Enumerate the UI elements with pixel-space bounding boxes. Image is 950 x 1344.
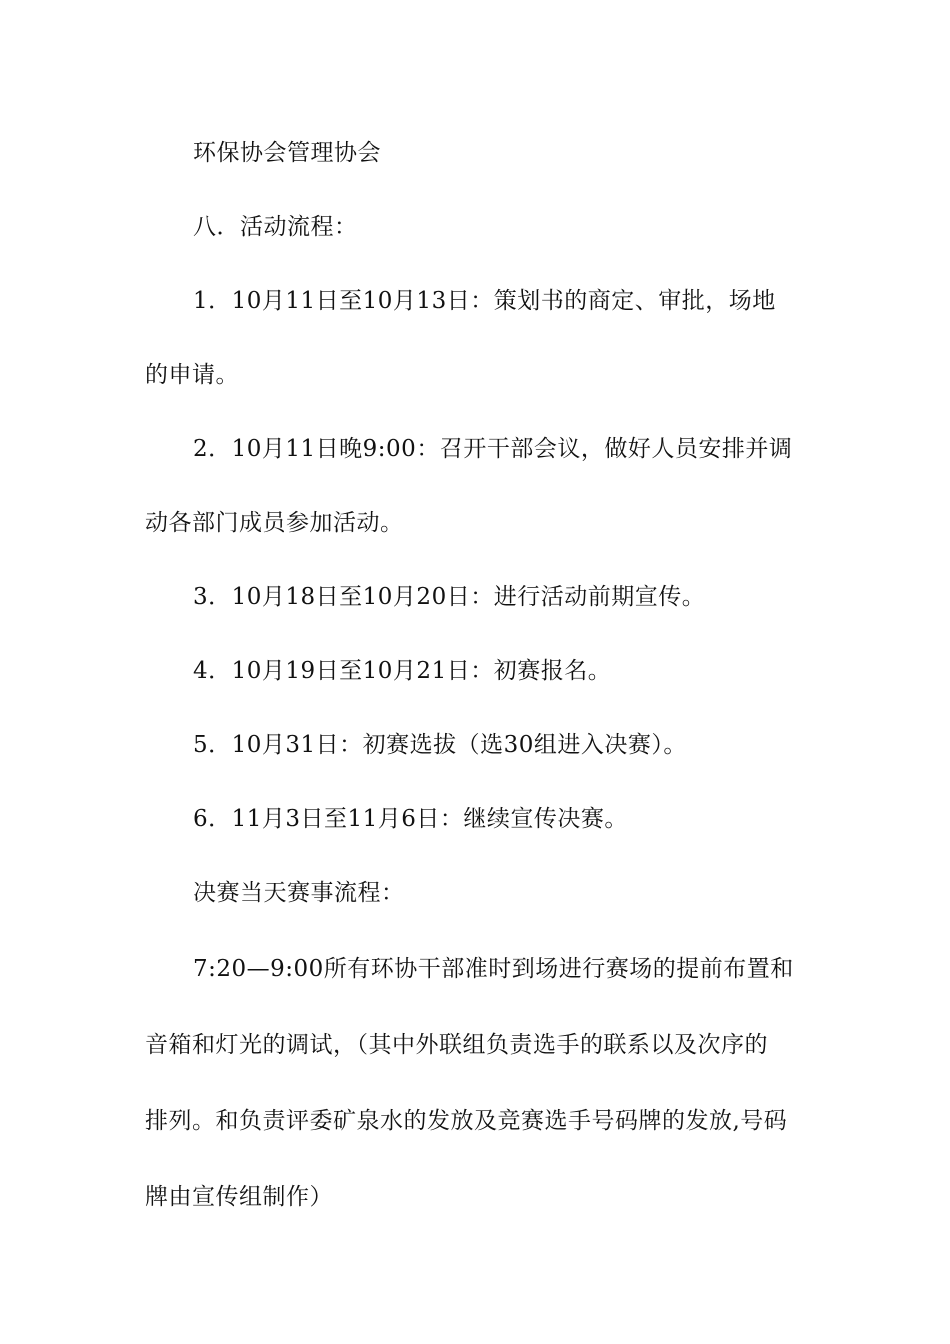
section-heading: 八．活动流程： xyxy=(193,214,358,240)
final-day-heading: 决赛当天赛事流程： xyxy=(193,880,405,906)
final-day-paragraph-line-4: 牌由宣传组制作） xyxy=(145,1184,333,1210)
flow-step-1: 1．10月11日至10月13日：策划书的商定、审批，场地 xyxy=(193,288,776,314)
final-day-paragraph-line-2: 音箱和灯光的调试，（其中外联组负责选手的联系以及次序的 xyxy=(145,1032,768,1058)
association-name: 环保协会管理协会 xyxy=(193,140,381,166)
final-day-paragraph-line-3: 排列。和负责评委矿泉水的发放及竞赛选手号码牌的发放,号码 xyxy=(145,1108,788,1134)
flow-step-2-continued: 动各部门成员参加活动。 xyxy=(145,510,404,536)
flow-step-6: 6．11月3日至11月6日：继续宣传决赛。 xyxy=(193,806,628,832)
flow-step-4: 4．10月19日至10月21日：初赛报名。 xyxy=(193,658,612,684)
flow-step-3: 3．10月18日至10月20日：进行活动前期宣传。 xyxy=(193,584,706,610)
final-day-paragraph-line-1: 7:20—9:00所有环协干部准时到场进行赛场的提前布置和 xyxy=(193,956,794,982)
flow-step-1-continued: 的申请。 xyxy=(145,362,239,388)
flow-step-5: 5．10月31日：初赛选拔（选30组进入决赛）。 xyxy=(193,732,687,758)
flow-step-2: 2．10月11日晚9:00：召开干部会议，做好人员安排并调 xyxy=(193,436,793,462)
